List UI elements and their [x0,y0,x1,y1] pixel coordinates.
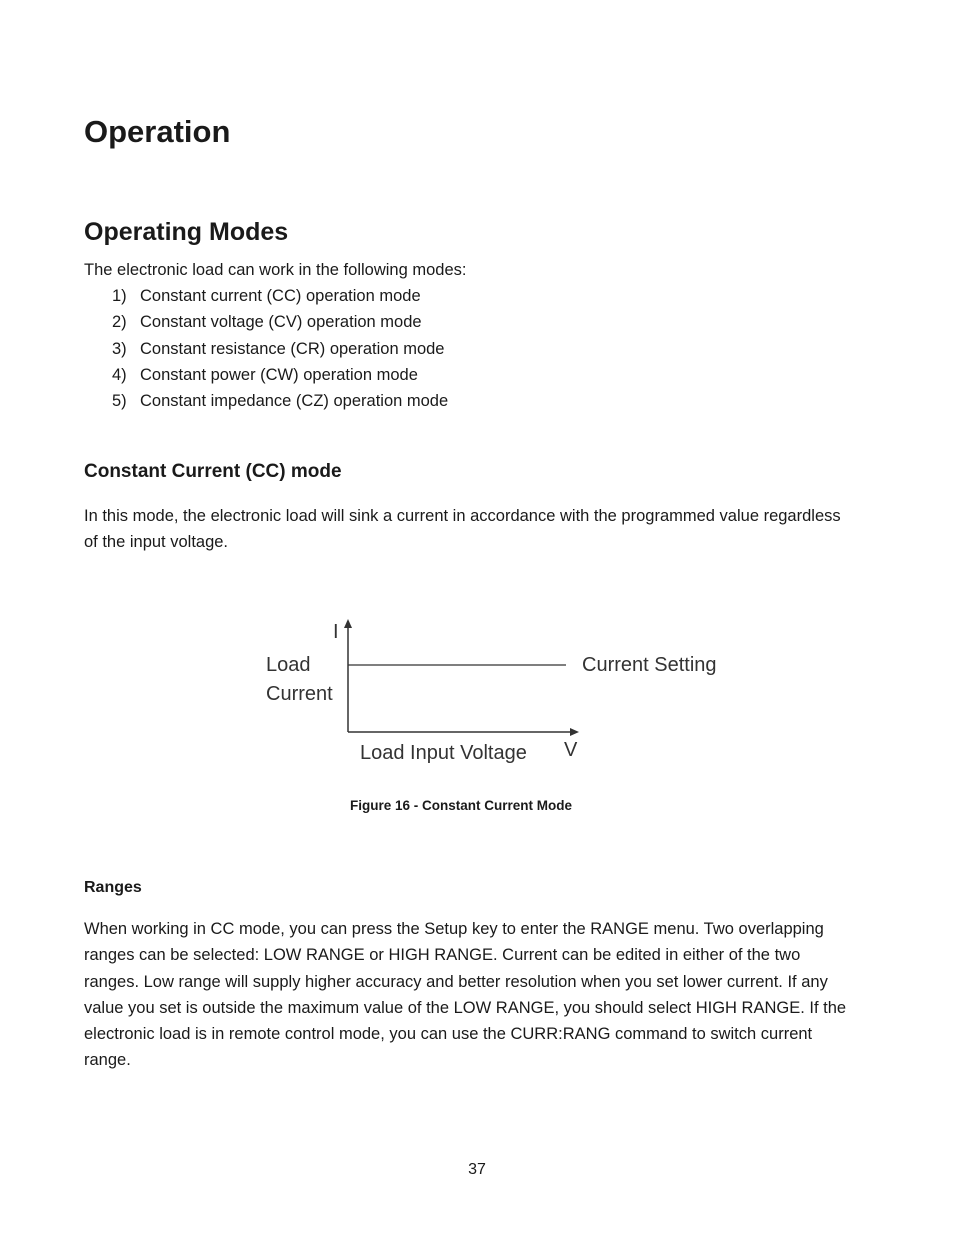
constant-current-diagram [240,610,740,780]
list-item-number: 5) [112,392,127,411]
x-axis-symbol: V [564,739,578,761]
x-axis-arrow [570,728,579,736]
list-item-text: Constant impedance (CZ) operation mode [140,392,449,411]
list-item-number: 2) [112,313,127,332]
list-item-number: 4) [112,365,127,384]
list-item-text: Constant current (CC) operation mode [140,287,421,305]
list-item-text: Constant voltage (CV) operation mode [140,313,422,332]
section-heading-cc-mode: Constant Current (CC) mode [84,461,342,482]
ranges-description: When working in CC mode, you can press the Setup key to enter the RANGE menu. Two overlapping ranges can be selected: LOW RANGE or HIGH RANGE. Current can be edited in either of the two ranges. Low range will supply higher accuracy and better resolution when you set lower current. If any value you set is outside the maximum value of the LOW RANGE, you should select HIGH RANGE. If the electronic load is in remote control mode, you can use the CURR:RANG command to switch current range. [84,920,847,1070]
list-item-text: Constant power (CW) operation mode [140,365,418,384]
cc-mode-description: In this mode, the electronic load will sink a current in accordance with the programmed value regardless of the input voltage. [84,507,841,552]
y-axis-label-line1: Load [266,654,311,676]
page-number: 37 [468,1161,486,1178]
list-item-text: Constant resistance (CR) operation mode [140,339,445,358]
figure-caption: Figure 16 - Constant Current Mode [349,798,572,813]
y-axis-label-line2: Current [266,683,333,705]
list-item-number: 3) [112,339,127,358]
subsection-heading-ranges: Ranges [84,879,142,896]
section-heading-operating-modes: Operating Modes [84,218,289,246]
current-setting-label: Current Setting [582,654,717,676]
page-title: Operation [84,114,231,149]
list-item-number: 1) [112,287,127,305]
y-axis-symbol: I [333,621,339,643]
y-axis-arrow [344,619,352,628]
x-axis-label: Load Input Voltage [360,742,527,764]
modes-intro-text: The electronic load can work in the following modes: [84,261,467,279]
